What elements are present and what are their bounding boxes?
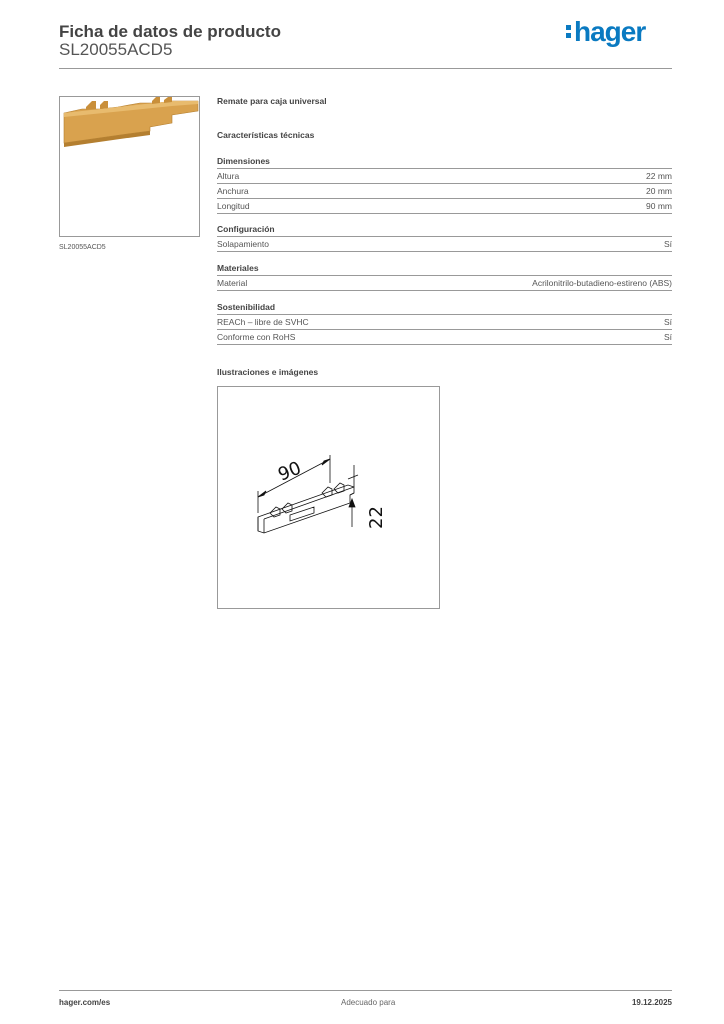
- technical-drawing: [217, 386, 440, 609]
- spec-value: Sí: [663, 332, 672, 342]
- section-sostenibilidad: [217, 302, 672, 345]
- spec-row: [217, 183, 672, 198]
- spec-table: [217, 314, 672, 345]
- spec-row: [217, 329, 672, 345]
- product-description: Remate para caja universal: [217, 96, 327, 106]
- product-image: [59, 96, 200, 237]
- hager-logo[interactable]: [566, 16, 645, 48]
- section-title: Dimensiones: [217, 156, 270, 166]
- spec-label: Solapamiento: [217, 239, 269, 249]
- image-caption: SL20055ACD5: [59, 244, 106, 251]
- spec-value: 22 mm: [646, 171, 672, 181]
- spec-value: Acrilonitrilo-butadieno-estireno (ABS): [532, 278, 672, 288]
- product-photo-icon: [60, 97, 199, 236]
- spec-label: Anchura: [217, 186, 249, 196]
- spec-row: [217, 314, 672, 329]
- spec-value: 20 mm: [646, 186, 672, 196]
- spec-value: 90 mm: [646, 201, 672, 211]
- page-title: Ficha de datos de producto: [59, 22, 281, 41]
- spec-row: [217, 275, 672, 291]
- section-title: Materiales: [217, 263, 259, 273]
- spec-label: REACh – libre de SVHC: [217, 317, 309, 327]
- logo-dots-icon: [566, 22, 572, 41]
- spec-row: [217, 168, 672, 183]
- header-divider: [59, 68, 672, 69]
- footer-center-text: Adecuado para: [341, 998, 396, 1007]
- spec-row: [217, 236, 672, 252]
- logo-text: hager: [574, 16, 646, 47]
- dimension-height-label: 22: [366, 506, 387, 529]
- spec-table: [217, 168, 672, 214]
- section-configuracion: [217, 224, 672, 252]
- spec-table: [217, 275, 672, 291]
- spec-table: [217, 236, 672, 252]
- spec-label: Material: [217, 278, 248, 288]
- spec-row: [217, 198, 672, 214]
- footer-website-link[interactable]: hager.com/es: [59, 998, 111, 1007]
- tech-characteristics-heading: Características técnicas: [217, 130, 315, 140]
- spec-label: Altura: [217, 171, 240, 181]
- footer-divider: [59, 990, 672, 991]
- spec-value: Sí: [663, 317, 672, 327]
- section-title: Configuración: [217, 224, 275, 234]
- footer-date: 19.12.2025: [631, 998, 672, 1007]
- section-materiales: [217, 263, 672, 291]
- dimension-length-label: 90: [275, 457, 305, 486]
- spec-value: Sí: [663, 239, 672, 249]
- spec-label: Longitud: [217, 201, 250, 211]
- illustrations-heading: Ilustraciones e imágenes: [217, 367, 319, 377]
- section-dimensiones: [217, 156, 672, 214]
- section-title: Sostenibilidad: [217, 302, 276, 312]
- part-outline-icon: [258, 483, 354, 533]
- spec-label: Conforme con RoHS: [217, 332, 296, 342]
- product-code: SL20055ACD5: [59, 40, 173, 59]
